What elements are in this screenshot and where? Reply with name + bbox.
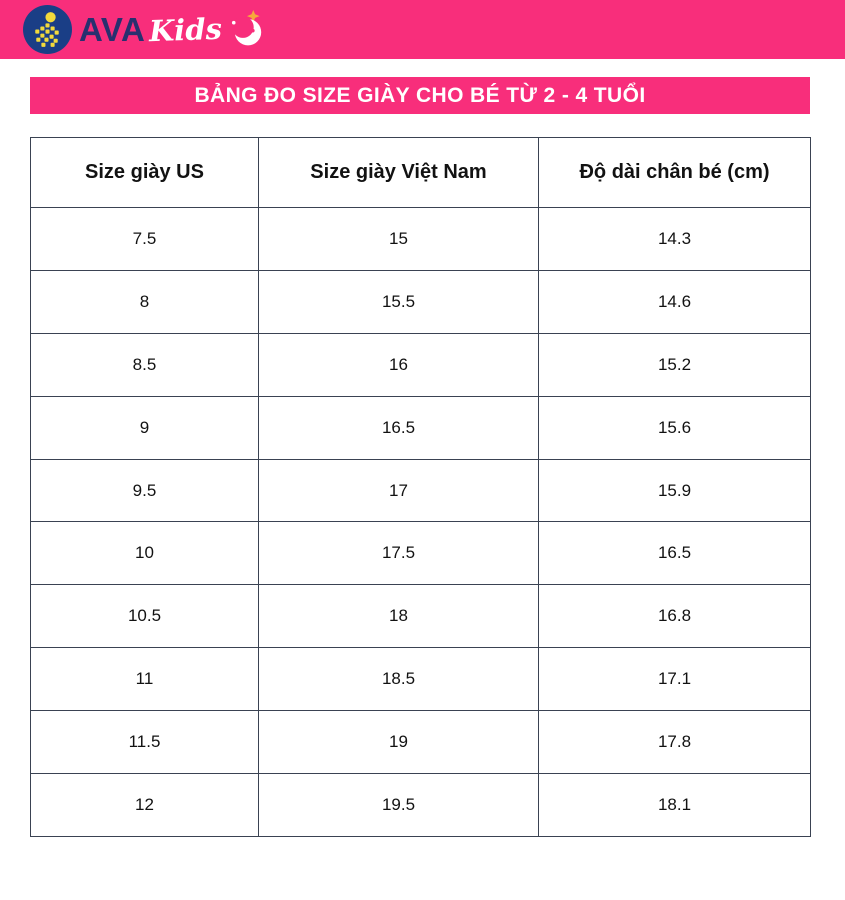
table-row [31,396,811,459]
table-row [31,585,811,648]
table-row [31,333,811,396]
table-cell: 14.3 [539,208,811,271]
header-cell-size-vn: Size giày Việt Nam [259,138,539,208]
table-cell: 16 [259,333,539,396]
table-row [31,522,811,585]
table-cell: 17 [259,459,539,522]
table-cell: 17.1 [539,648,811,711]
pixel-runner-icon [23,5,72,54]
table-header-row [31,138,811,208]
table-cell: 7.5 [31,208,259,271]
table-cell: 11.5 [31,711,259,774]
size-chart-table [30,137,811,837]
smiley-star-icon [230,9,266,52]
table-cell: 18.5 [259,648,539,711]
top-brand-bar [0,0,845,59]
table-cell: 15.6 [539,396,811,459]
table-cell: 18.1 [539,774,811,837]
table-cell: 15 [259,208,539,271]
table-cell: 9.5 [31,459,259,522]
table-cell: 8 [31,270,259,333]
brand-name-ava: AVA [79,10,146,48]
table-cell: 17.5 [259,522,539,585]
table-cell: 19 [259,711,539,774]
table-cell: 11 [31,648,259,711]
title-banner [30,77,810,114]
table-row [31,774,811,837]
table-cell: 10.5 [31,585,259,648]
table-cell: 12 [31,774,259,837]
table-cell: 16.5 [539,522,811,585]
table-cell: 15.2 [539,333,811,396]
page-title: BẢNG ĐO SIZE GIÀY CHO BÉ TỪ 2 - 4 TUỔI [194,83,646,107]
brand-name-kids: Kids [148,11,223,48]
table-row [31,270,811,333]
table-cell: 17.8 [539,711,811,774]
table-cell: 10 [31,522,259,585]
table-row [31,459,811,522]
table-cell: 16.5 [259,396,539,459]
header-cell-foot-length: Độ dài chân bé (cm) [539,138,811,208]
table-cell: 19.5 [259,774,539,837]
table-row [31,208,811,271]
table-cell: 18 [259,585,539,648]
table-cell: 16.8 [539,585,811,648]
table-cell: 9 [31,396,259,459]
header-cell-size-us: Size giày US [31,138,259,208]
table-cell: 8.5 [31,333,259,396]
brand-logo [23,5,266,54]
table-cell: 14.6 [539,270,811,333]
table-cell: 15.9 [539,459,811,522]
table-row [31,648,811,711]
table-cell: 15.5 [259,270,539,333]
table-row [31,711,811,774]
